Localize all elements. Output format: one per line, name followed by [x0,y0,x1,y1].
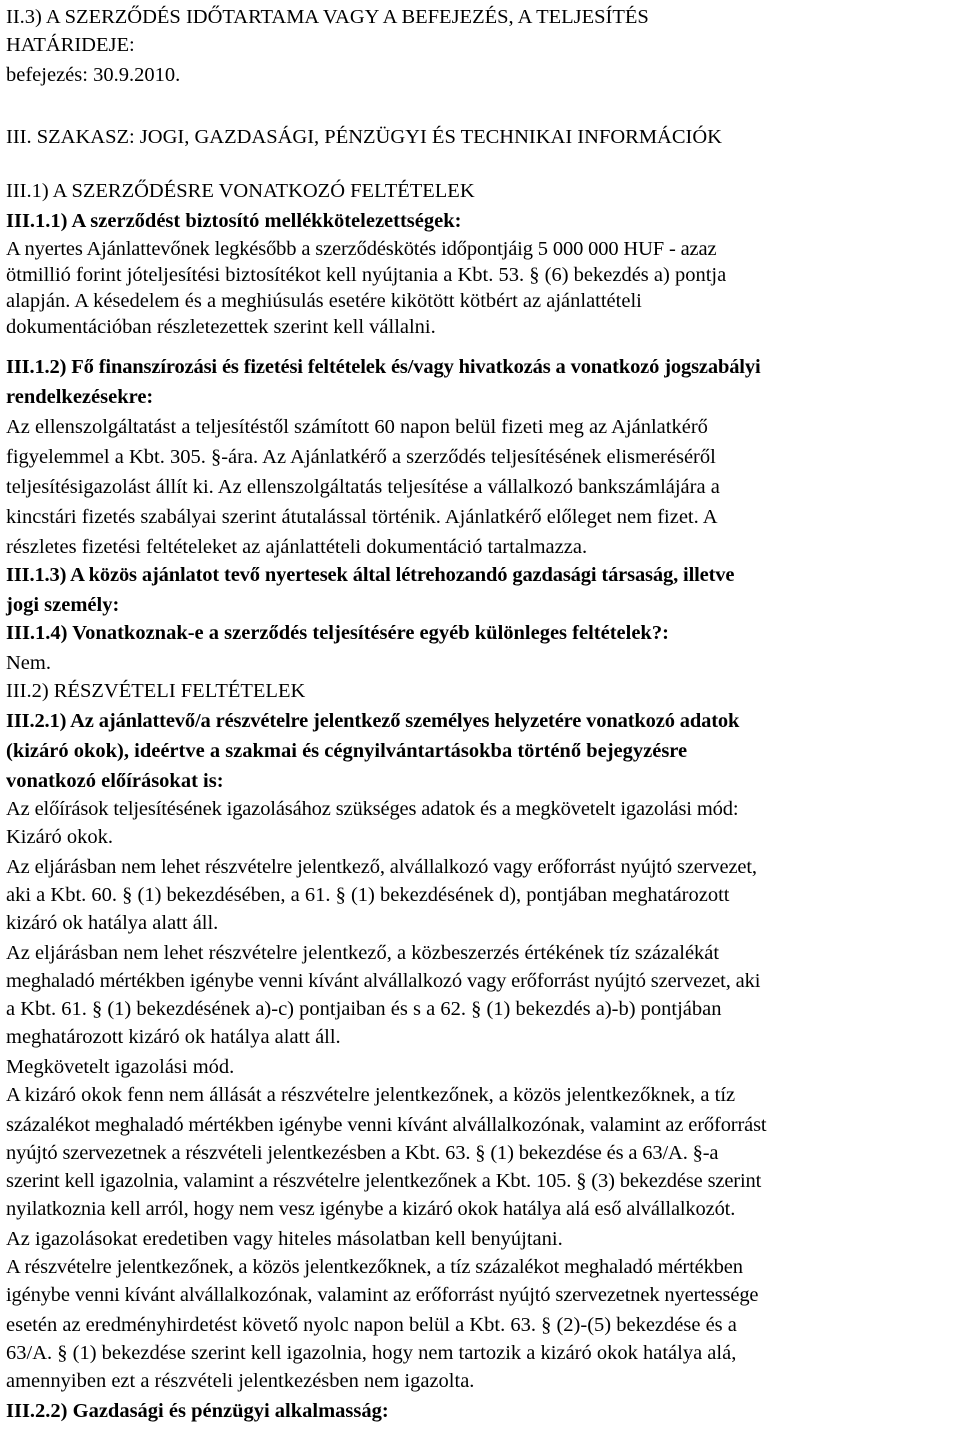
paragraph-line: kincstári fizetés szabályai szerint átutalással történik. Ajánlatkérő előleget nem fizet. A [6,506,718,528]
paragraph-line: alapján. A késedelem és a meghiúsulás esetére kikötött kötbért az ajánlattételi [6,290,642,312]
section-heading-iii13-cont: jogi személy: [6,594,120,616]
paragraph-line: százalékot meghaladó mértékben igénybe venni kívánt alvállalkozónak, valamint az erőforrást [6,1114,767,1136]
section-heading-iii12: III.1.2) Fő finanszírozási és fizetési feltételek és/vagy hivatkozás a vonatkozó jogszabályi [6,356,761,378]
section-heading-iii13: III.1.3) A közös ajánlatot tevő nyertesek által létrehozandó gazdasági társaság, illetve [6,564,735,586]
section-heading-iii2: III.2) RÉSZVÉTELI FELTÉTELEK [6,680,306,702]
paragraph-line: kizáró ok hatálya alatt áll. [6,912,219,934]
completion-date-text: befejezés: 30.9.2010. [6,64,181,86]
section-heading-iii11: III.1.1) A szerződést biztosító mellékkötelezettségek: [6,210,462,232]
answer-text: Nem. [6,652,51,674]
paragraph-line: meghatározott kizáró ok hatálya alatt áll. [6,1026,341,1048]
section-heading-iii14: III.1.4) Vonatkoznak-e a szerződés teljesítésére egyéb különleges feltételek?: [6,622,669,644]
paragraph-line: ötmillió forint jóteljesítési biztosítékot kell nyújtania a Kbt. 53. § (6) bekezdés a) pontja [6,264,727,286]
section-heading-iii22: III.2.2) Gazdasági és pénzügyi alkalmasság: [6,1400,389,1422]
paragraph-line: Az eljárásban nem lehet részvételre jelentkező, a közbeszerzés értékének tíz százalékát [6,942,720,964]
paragraph-line: A nyertes Ajánlattevőnek legkésőbb a szerződéskötés időpontjáig 5 000 000 HUF - azaz [6,238,717,260]
paragraph-line: Az ellenszolgáltatást a teljesítéstől számított 60 napon belül fizeti meg az Ajánlatkérő [6,416,708,438]
paragraph-line: Kizáró okok. [6,826,114,848]
paragraph-line: figyelemmel a Kbt. 305. §-ára. Az Ajánlatkérő a szerződés teljesítésének elismeréséről [6,446,716,468]
section-heading-iii: III. SZAKASZ: JOGI, GAZDASÁGI, PÉNZÜGYI ÉS TECHNIKAI INFORMÁCIÓK [6,126,722,148]
paragraph-line: Az eljárásban nem lehet részvételre jelentkező, alvállalkozó vagy erőforrást nyújtó szervezet, [6,856,757,878]
section-heading-iii12-cont: rendelkezésekre: [6,386,154,408]
paragraph-line: Az előírások teljesítésének igazolásához szükséges adatok és a megkövetelt igazolási mód: [6,798,739,820]
paragraph-line: nyújtó szervezetnek a részvételi jelentkezésben a Kbt. 63. § (1) bekezdése és a 63/A. §-a [6,1142,719,1164]
paragraph-line: részletes fizetési feltételeket az ajánlattételi dokumentáció tartalmazza. [6,536,588,558]
section-heading-iii21-cont: (kizáró okok), ideértve a szakmai és cégnyilvántartásokba történő bejegyzésre [6,740,688,762]
section-heading-iii1: III.1) A SZERZŐDÉSRE VONATKOZÓ FELTÉTELEK [6,180,475,202]
section-heading-ii3-cont: HATÁRIDEJE: [6,34,135,56]
section-heading-iii21-cont: vonatkozó előírásokat is: [6,770,224,792]
paragraph-line: A részvételre jelentkezőnek, a közös jelentkezőknek, a tíz százalékot meghaladó mértékben [6,1256,743,1278]
paragraph-line: nyilatkoznia kell arról, hogy nem vesz igénybe a kizáró okok hatálya alá eső alvállalkozót. [6,1198,736,1220]
paragraph-line: amennyiben ezt a részvételi jelentkezésben nem igazolta. [6,1370,475,1392]
paragraph-line: teljesítésigazolást állít ki. Az ellenszolgáltatás teljesítése a vállalkozó bankszámlájára a [6,476,720,498]
paragraph-line: aki a Kbt. 60. § (1) bekezdésében, a 61. § (1) bekezdésének d), pontjában meghatározott [6,884,730,906]
paragraph-line: dokumentációban részletezettek szerint kell vállalni. [6,316,436,338]
section-heading-ii3: II.3) A SZERZŐDÉS IDŐTARTAMA VAGY A BEFEJEZÉS, A TELJESÍTÉS [6,6,649,28]
paragraph-line: a Kbt. 61. § (1) bekezdésének a)-c) pontjaiban és s a 62. § (1) bekezdés a)-b) pontjában [6,998,722,1020]
paragraph-line: meghaladó mértékben igénybe venni kívánt alvállalkozó vagy erőforrást nyújtó szervezet, aki [6,970,761,992]
paragraph-line: 63/A. § (1) bekezdése szerint kell igazolnia, hogy nem tartozik a kizáró okok hatálya alá, [6,1342,737,1364]
paragraph-line: Megkövetelt igazolási mód. [6,1056,235,1078]
paragraph-line: esetén az eredményhirdetést követő nyolc napon belül a Kbt. 63. § (2)-(5) bekezdése és a [6,1314,737,1336]
paragraph-line: Az igazolásokat eredetiben vagy hiteles másolatban kell benyújtani. [6,1228,563,1250]
section-heading-iii21: III.2.1) Az ajánlattevő/a részvételre jelentkező személyes helyzetére vonatkozó adatok [6,710,740,732]
paragraph-line: A kizáró okok fenn nem állását a részvételre jelentkezőnek, a közös jelentkezőknek, a tíz [6,1084,736,1106]
paragraph-line: igénybe venni kívánt alvállalkozónak, valamint az erőforrást nyújtó szervezetnek nyertessége [6,1284,759,1306]
paragraph-line: szerint kell igazolnia, valamint a részvételre jelentkezőnek a Kbt. 105. § (3) bekezdése szerint [6,1170,762,1192]
